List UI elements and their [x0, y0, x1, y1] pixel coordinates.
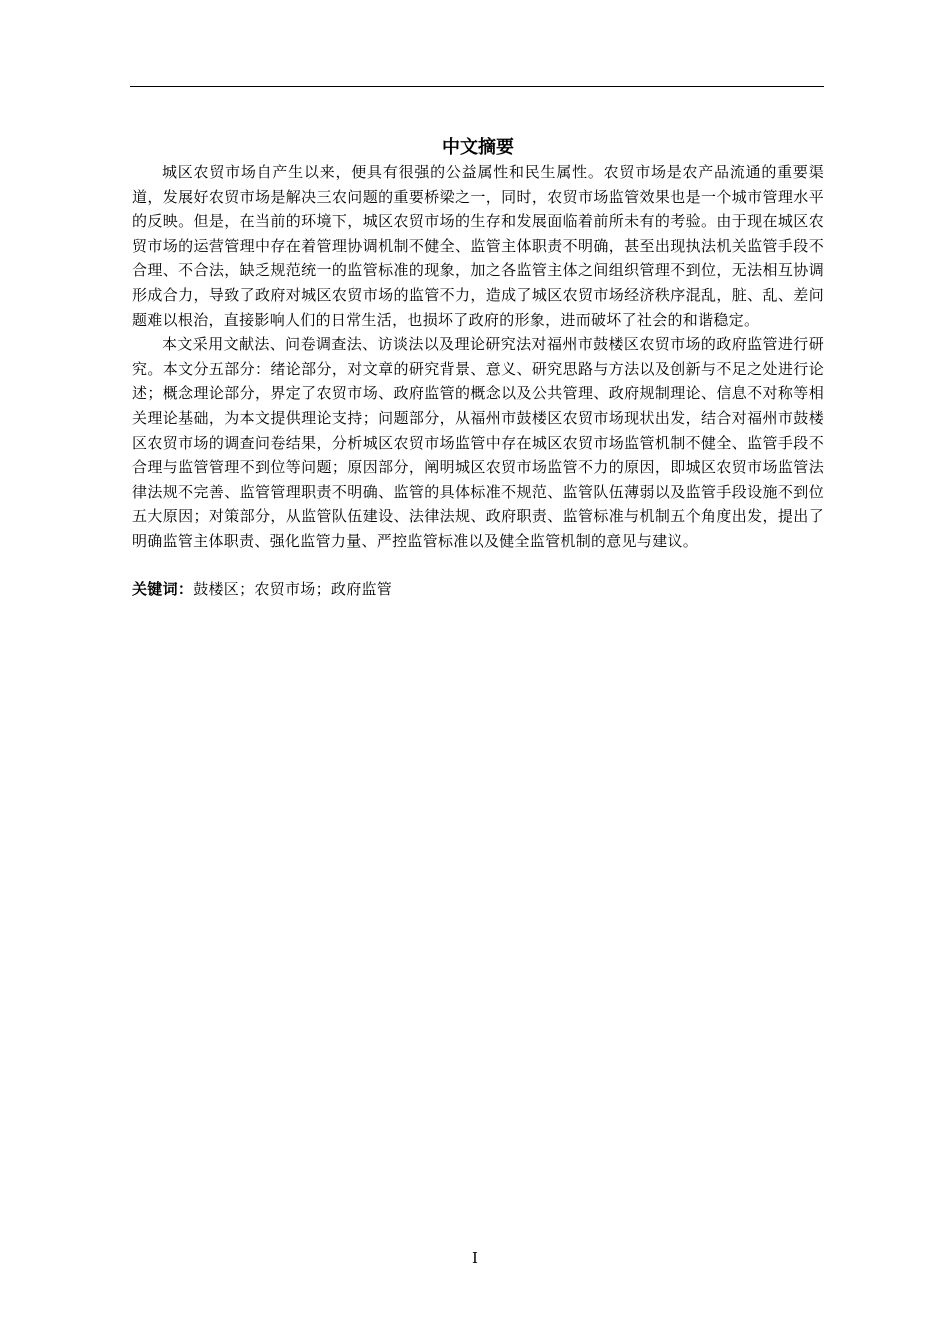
abstract-paragraph-1: 城区农贸市场自产生以来，便具有很强的公益属性和民生属性。农贸市场是农产品流通的重要渠道，发展好农贸市场是解决三农问题的重要桥梁之一，同时，农贸市场监管效果也是一个城市管理水平的反映。但是，在当前的环境下，城区农贸市场的生存和发展面临着前所未有的考验。由于现在城区农贸市场的运营管理中存在着管理协调机制不健全、监管主体职责不明确，甚至出现执法机关监管手段不合理、不合法，缺乏规范统一的监管标准的现象，加之各监管主体之间组织管理不到位，无法相互协调形成合力，导致了政府对城区农贸市场的监管不力，造成了城区农贸市场经济秩序混乱，脏、乱、差问题难以根治，直接影响人们的日常生活，也损坏了政府的形象，进而破坏了社会的和谐稳定。 [132, 163, 824, 329]
keywords-line [132, 577, 824, 601]
page-number: I [472, 1249, 478, 1267]
keywords-text: 鼓楼区；农贸市场；政府监管 [193, 579, 393, 598]
abstract-title: 中文摘要 [442, 137, 514, 158]
abstract-paragraph-2: 本文采用文献法、问卷调查法、访谈法以及理论研究法对福州市鼓楼区农贸市场的政府监管进行研究。本文分五部分：绪论部分，对文章的研究背景、意义、研究思路与方法以及创新与不足之处进行论述；概念理论部分，界定了农贸市场、政府监管的概念以及公共管理、政府规制理论、信息不对称等相关理论基础，为本文提供理论支持；问题部分，从福州市鼓楼区农贸市场现状出发，结合对福州市鼓楼区农贸市场的调查问卷结果，分析城区农贸市场监管中存在城区农贸市场监管机制不健全、监管手段不合理与监管管理不到位等问题；原因部分，阐明城区农贸市场监管不力的原因，即城区农贸市场监管法律法规不完善、监管管理职责不明确、监管的具体标准不规范、监管队伍薄弱以及监管手段设施不到位五大原因；对策部分，从监管队伍建设、法律法规、政府职责、监管标准与机制五个角度出发，提出了明确监管主体职责、强化监管力量、严控监管标准以及健全监管机制的意见与建议。 [132, 335, 824, 550]
header-rule [130, 86, 824, 87]
keywords-label: 关键词： [132, 579, 194, 598]
abstract-content [132, 136, 824, 601]
